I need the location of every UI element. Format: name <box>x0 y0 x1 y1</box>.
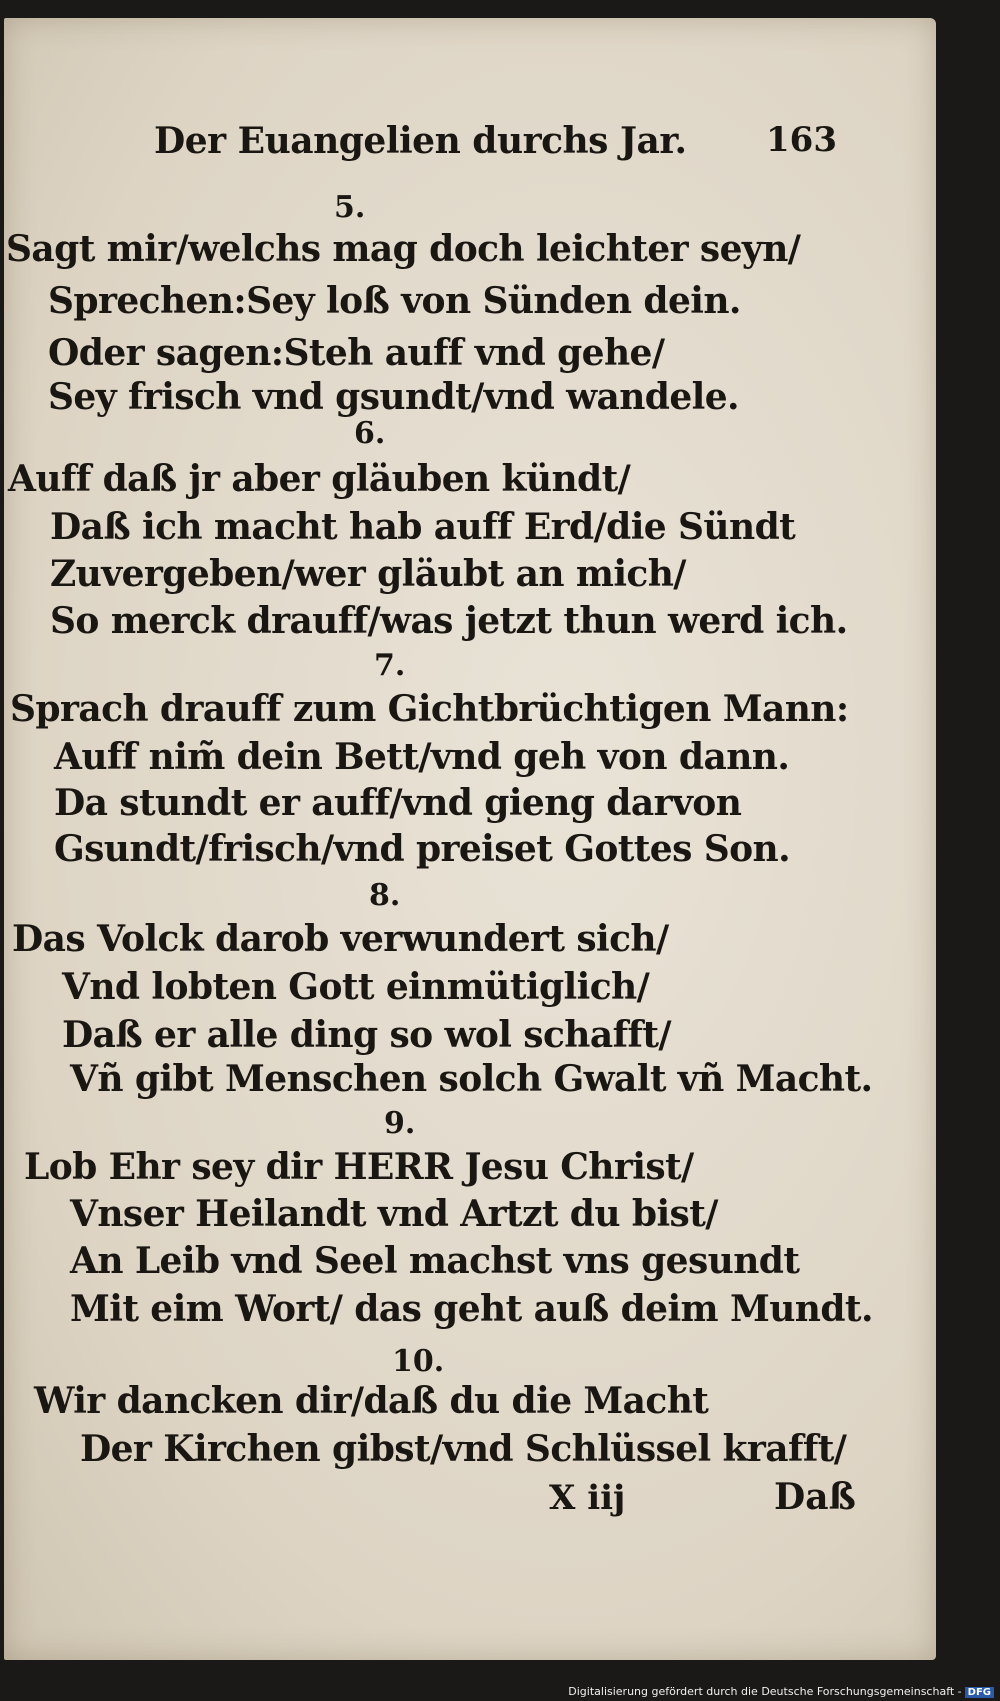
verse-number: 10. <box>392 1344 445 1379</box>
verse-line: Auff daß jr aber gläuben kündt/ <box>8 458 631 500</box>
verse-line: Sey frisch vnd gsundt/vnd wandele. <box>48 376 739 418</box>
dfg-logo: DFG <box>965 1687 994 1698</box>
catchword: Daß <box>774 1476 856 1518</box>
verse-line: Vñ gibt Menschen solch Gwalt vñ Macht. <box>70 1058 873 1100</box>
verse-line: An Leib vnd Seel machst vns gesundt <box>70 1240 800 1282</box>
verse-line: Das Volck darob verwundert sich/ <box>12 918 669 960</box>
verse-line: So merck drauff/was jetzt thun werd ich. <box>50 600 848 642</box>
verse-line: Vnd lobten Gott einmütiglich/ <box>62 966 650 1008</box>
page-header <box>4 106 936 166</box>
verse-line: Wir dancken dir/daß du die Macht <box>34 1380 709 1422</box>
verse-number: 5. <box>334 190 366 225</box>
signature-mark: X iij <box>549 1478 626 1518</box>
verse-line: Gsundt/frisch/vnd preiset Gottes Son. <box>54 828 791 870</box>
verse-line: Zuvergeben/wer gläubt an mich/ <box>50 553 686 595</box>
verse-line: Sprach drauff zum Gichtbrüchtigen Mann: <box>10 688 849 730</box>
verse-line: Da stundt er auff/vnd gieng darvon <box>54 782 742 824</box>
book-page <box>4 18 936 1660</box>
verse-number: 9. <box>384 1106 416 1141</box>
verse-line: Der Kirchen gibst/vnd Schlüssel krafft/ <box>80 1428 847 1470</box>
verse-line: Sprechen:Sey loß von Sünden dein. <box>48 280 741 322</box>
verse-line: Daß ich macht hab auff Erd/die Sündt <box>50 506 796 548</box>
verse-line: Auff nim̃ dein Bett/vnd geh von dann. <box>54 736 790 778</box>
verse-line: Oder sagen:Steh auff vnd gehe/ <box>48 332 665 374</box>
verse-line: Vnser Heilandt vnd Artzt du bist/ <box>70 1193 718 1235</box>
verse-number: 8. <box>369 878 401 913</box>
verse-line: Lob Ehr sey dir HERR Jesu Christ/ <box>24 1146 694 1188</box>
running-title: Der Euangelien durchs Jar. <box>154 120 687 162</box>
verse-line: Mit eim Wort/ das geht auß deim Mundt. <box>70 1288 873 1330</box>
page-number: 163 <box>766 120 837 160</box>
credit-text: Digitalisierung gefördert durch die Deutsche Forschungsgemeinschaft - <box>568 1685 962 1698</box>
verse-number: 6. <box>354 416 386 451</box>
verse-line: Sagt mir/welchs mag doch leichter seyn/ <box>6 228 801 270</box>
digitization-credit <box>568 1685 994 1698</box>
verse-line: Daß er alle ding so wol schafft/ <box>62 1014 671 1056</box>
verse-number: 7. <box>374 648 406 683</box>
